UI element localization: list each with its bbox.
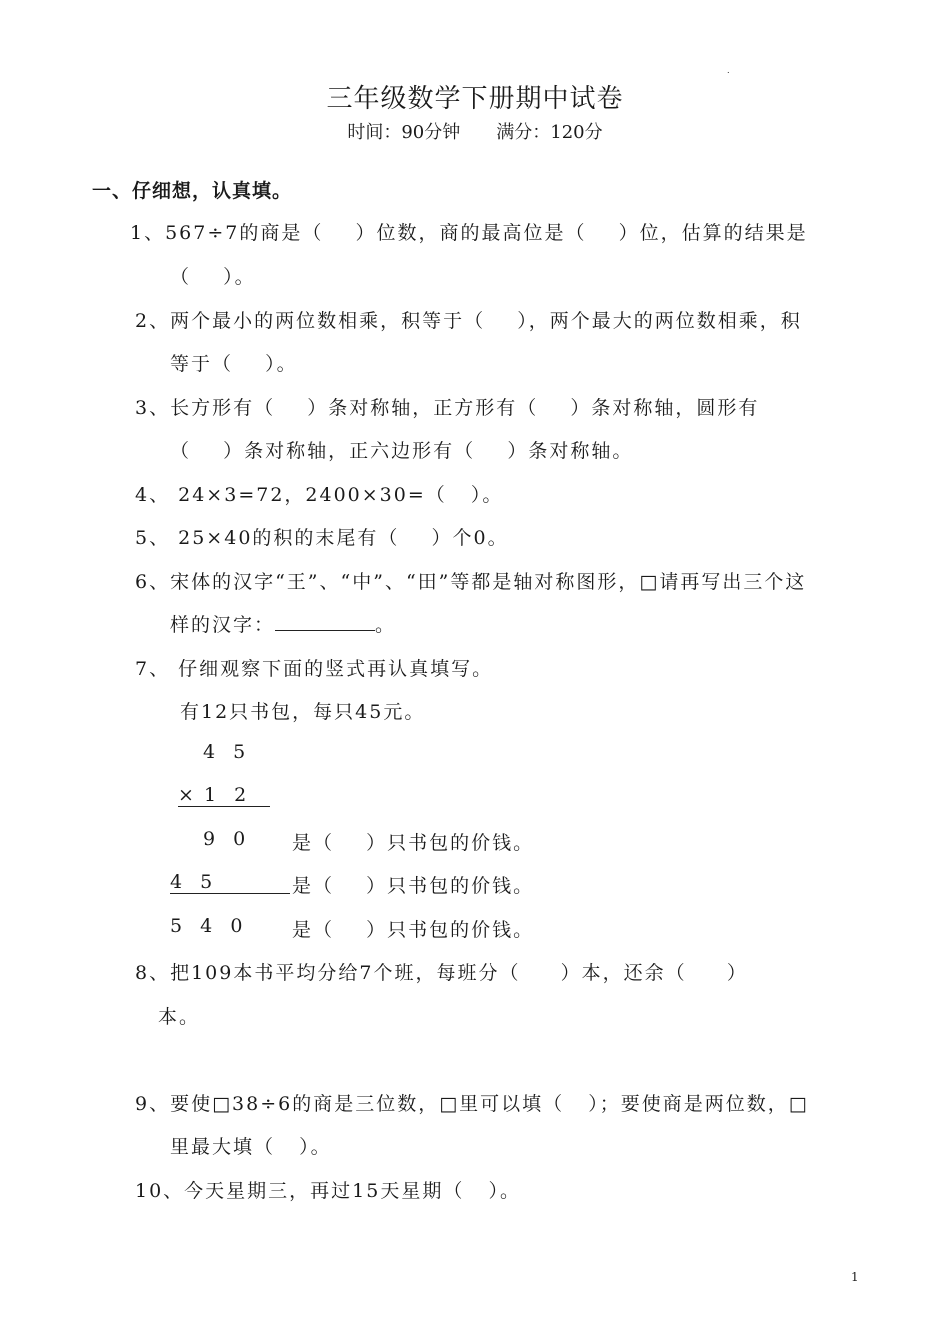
calc-row-2-text: 是（ ）只书包的价钱。 [292,875,535,897]
question-3-line-1: 3、长方形有（ ）条对称轴，正方形有（ ）条对称轴，圆形有 [135,397,760,419]
exam-score: 满分：120分 [496,122,603,143]
question-7-line-1: 7、 仔细观察下面的竖式再认真填写。 [135,658,494,680]
calc-multiplier: × 1 2 [178,784,270,807]
exam-info [0,118,950,144]
calc-row-3-text: 是（ ）只书包的价钱。 [292,919,535,941]
question-10: 10、今天星期三，再过15天星期（ ）。 [135,1180,521,1202]
page-title: 三年级数学下册期中试卷 [326,84,624,114]
question-4: 4、 24×3=72，2400×30=（ ）。 [135,484,504,506]
question-1-line-1: 1、567÷7的商是（ ）位数，商的最高位是（ ）位，估算的结果是 [130,222,808,244]
calc-row-3-number: 5 4 0 [170,915,245,937]
question-7-line-2: 有12只书包，每只45元。 [180,701,426,723]
calc-row-1-number: 9 0 [203,828,248,850]
question-6-prompt: 样的汉字： [170,614,276,636]
calc-row-1-text: 是（ ）只书包的价钱。 [292,832,535,854]
question-2-line-1: 2、两个最小的两位数相乘，积等于（ ），两个最大的两位数相乘，积 [135,310,802,332]
answer-blank[interactable] [275,612,375,631]
question-5: 5、 25×40的积的末尾有（ ）个0。 [135,527,509,549]
question-9-line-2: 里最大填（ ）。 [170,1136,332,1158]
question-3-line-2: （ ）条对称轴，正六边形有（ ）条对称轴。 [170,440,634,462]
section-heading: 一、仔细想，认真填。 [92,180,293,202]
question-8-line-2: 本。 [158,1006,201,1028]
exam-time: 时间：90分钟 [347,122,461,143]
page-number: 1 [851,1270,859,1284]
calc-row-2-number: 4 5 [170,871,290,894]
question-6-end: 。 [375,614,397,636]
question-2-line-2: 等于（ ）。 [170,353,298,375]
question-6-line-2 [170,610,396,637]
corner-mark: . [727,66,730,75]
question-9-line-1: 9、要使□38÷6的商是三位数，□里可以填（ ）；要使商是两位数，□ [135,1093,809,1115]
calc-multiplicand: 4 5 [203,741,248,763]
question-8-line-1: 8、把109本书平均分给7个班，每班分（ ）本，还余（ ） [135,962,748,984]
question-1-line-2: （ ）。 [170,266,256,288]
question-6-line-1: 6、宋体的汉字“王”、“中”、“田”等都是轴对称图形，□请再写出三个这 [135,571,807,593]
